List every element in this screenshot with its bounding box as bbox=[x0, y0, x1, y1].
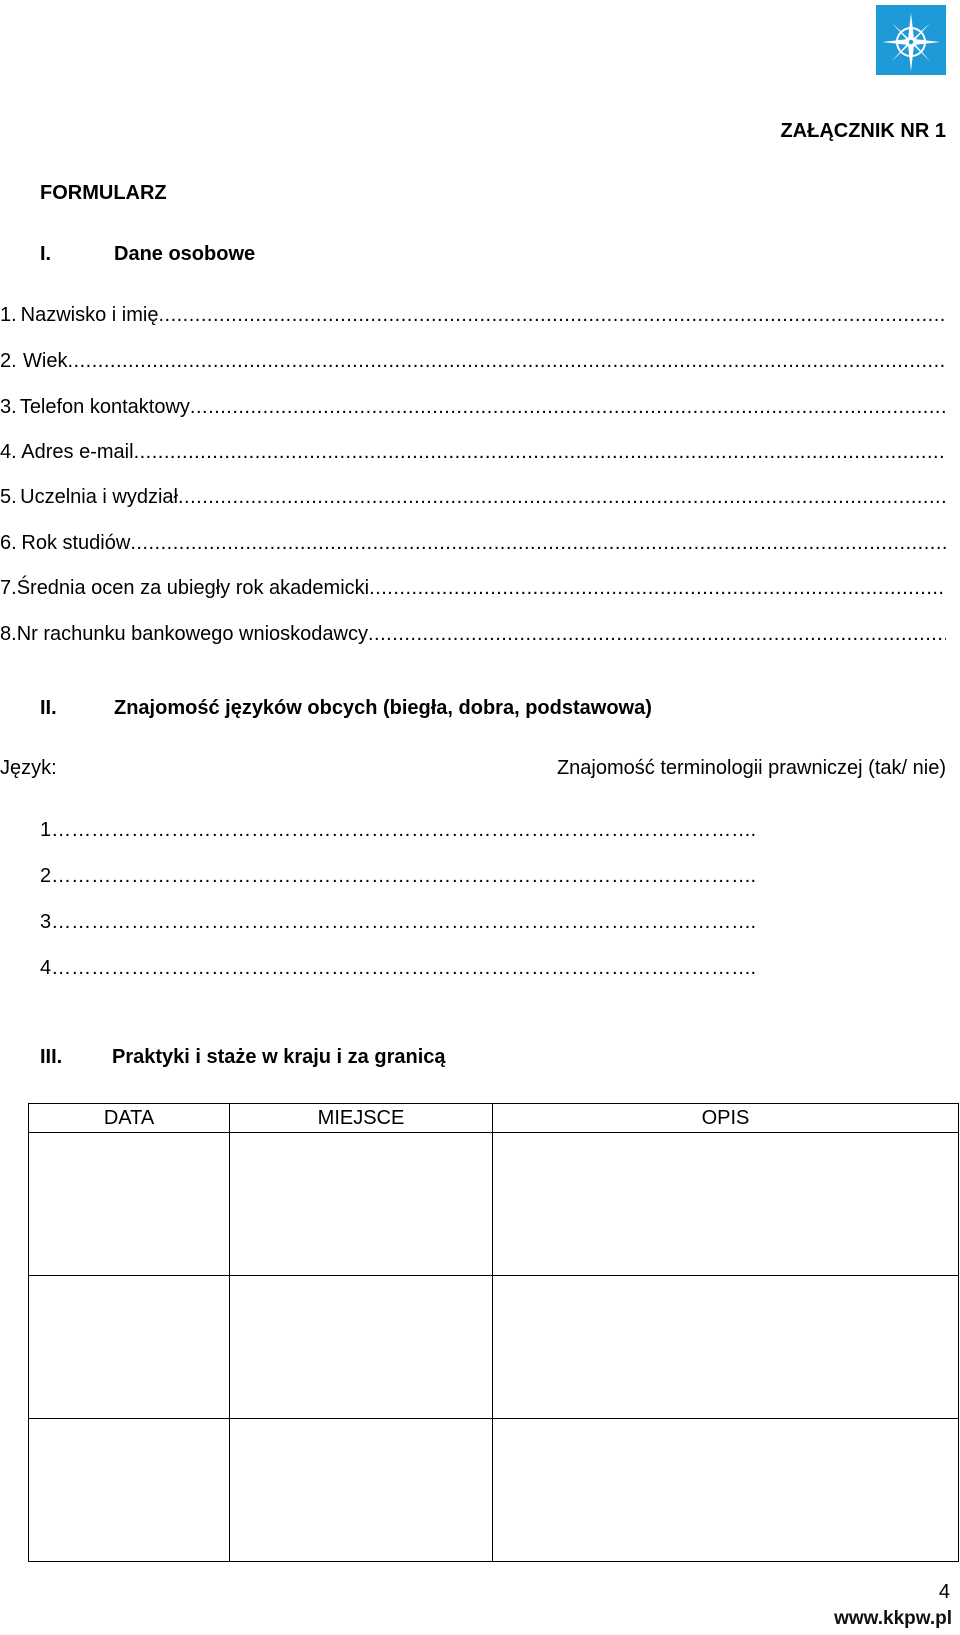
internships-table bbox=[28, 1103, 959, 1562]
row-number: 3 bbox=[40, 911, 52, 933]
language-row-4[interactable] bbox=[40, 957, 756, 980]
item-number: 3. bbox=[0, 396, 17, 418]
item-number: 2. bbox=[0, 350, 17, 372]
page-number: 4 bbox=[938, 1581, 950, 1603]
table-header-row bbox=[29, 1104, 959, 1133]
personal-field-year[interactable] bbox=[0, 532, 946, 560]
table-cell-description[interactable] bbox=[493, 1133, 959, 1276]
item-number: 1. bbox=[0, 304, 17, 326]
section-1-number: I. bbox=[40, 243, 52, 265]
form-title: FORMULARZ bbox=[40, 182, 167, 204]
fill-line[interactable] bbox=[51, 957, 750, 980]
table-cell-place[interactable] bbox=[230, 1133, 493, 1276]
item-number: 4. bbox=[0, 441, 17, 463]
watermark: www.kkpw.pl bbox=[834, 1608, 952, 1629]
section-3-title: Praktyki i staże w kraju i za granicą bbox=[112, 1046, 446, 1068]
fill-line[interactable] bbox=[368, 623, 946, 646]
row-end: . bbox=[750, 911, 756, 933]
table-cell-place[interactable] bbox=[230, 1419, 493, 1562]
table-row bbox=[29, 1419, 959, 1562]
language-column-label: Język: bbox=[0, 757, 57, 779]
row-number: 1 bbox=[40, 819, 52, 841]
section-1-title: Dane osobowe bbox=[114, 243, 256, 265]
language-row-1[interactable] bbox=[40, 819, 756, 842]
personal-field-grades[interactable] bbox=[0, 577, 946, 605]
item-label: Nazwisko i imię bbox=[20, 304, 159, 326]
item-label: Nr rachunku bankowego wnioskodawcy bbox=[16, 623, 368, 645]
table-row bbox=[29, 1133, 959, 1276]
fill-line[interactable] bbox=[190, 396, 946, 419]
item-number: 6. bbox=[0, 532, 17, 554]
table-row bbox=[29, 1276, 959, 1419]
table-cell-date[interactable] bbox=[29, 1276, 230, 1419]
item-label: Wiek bbox=[23, 350, 68, 372]
fill-line[interactable] bbox=[178, 486, 946, 509]
row-number: 4 bbox=[40, 957, 52, 979]
table-cell-description[interactable] bbox=[493, 1419, 959, 1562]
item-label: Rok studiów bbox=[21, 532, 131, 554]
language-row-2[interactable] bbox=[40, 865, 756, 888]
row-end: . bbox=[750, 957, 756, 979]
section-2-number: II. bbox=[40, 697, 57, 719]
terminology-column-label: Znajomość terminologii prawniczej (tak/ nie) bbox=[556, 757, 946, 779]
column-header-description: OPIS bbox=[493, 1104, 959, 1133]
fill-line[interactable] bbox=[134, 441, 946, 464]
annex-title: ZAŁĄCZNIK NR 1 bbox=[780, 120, 946, 142]
personal-field-bank-account[interactable] bbox=[0, 623, 946, 651]
fill-line[interactable] bbox=[130, 532, 946, 555]
logo bbox=[876, 5, 946, 75]
item-label: Średnia ocen za ubiegły rok akademicki bbox=[16, 577, 370, 599]
row-end: . bbox=[750, 865, 756, 887]
personal-field-age[interactable] bbox=[0, 350, 946, 378]
language-row-3[interactable] bbox=[40, 911, 756, 934]
fill-line[interactable] bbox=[158, 304, 946, 327]
table-cell-date[interactable] bbox=[29, 1419, 230, 1562]
row-end: . bbox=[750, 819, 756, 841]
item-number: 7. bbox=[0, 577, 17, 599]
table-cell-description[interactable] bbox=[493, 1276, 959, 1419]
item-number: 8. bbox=[0, 623, 17, 645]
table-cell-place[interactable] bbox=[230, 1276, 493, 1419]
item-label: Telefon kontaktowy bbox=[19, 396, 190, 418]
personal-field-email[interactable] bbox=[0, 441, 946, 469]
fill-line[interactable] bbox=[51, 911, 750, 934]
item-label: Uczelnia i wydział bbox=[20, 486, 178, 508]
item-label: Adres e-mail bbox=[21, 441, 134, 463]
item-number: 5. bbox=[0, 486, 17, 508]
fill-line[interactable] bbox=[67, 350, 946, 373]
table-cell-date[interactable] bbox=[29, 1133, 230, 1276]
fill-line[interactable] bbox=[369, 577, 946, 600]
personal-field-name[interactable] bbox=[0, 304, 946, 332]
section-2-title: Znajomość języków obcych (biegła, dobra, podstawowa) bbox=[114, 697, 652, 719]
fill-line[interactable] bbox=[51, 819, 750, 842]
column-header-place: MIEJSCE bbox=[230, 1104, 493, 1133]
column-header-date: DATA bbox=[29, 1104, 230, 1133]
compass-rose-icon bbox=[876, 5, 946, 75]
fill-line[interactable] bbox=[51, 865, 750, 888]
row-number: 2 bbox=[40, 865, 52, 887]
section-3-number: III. bbox=[40, 1046, 63, 1068]
personal-field-university[interactable] bbox=[0, 486, 946, 514]
personal-field-phone[interactable] bbox=[0, 396, 946, 424]
